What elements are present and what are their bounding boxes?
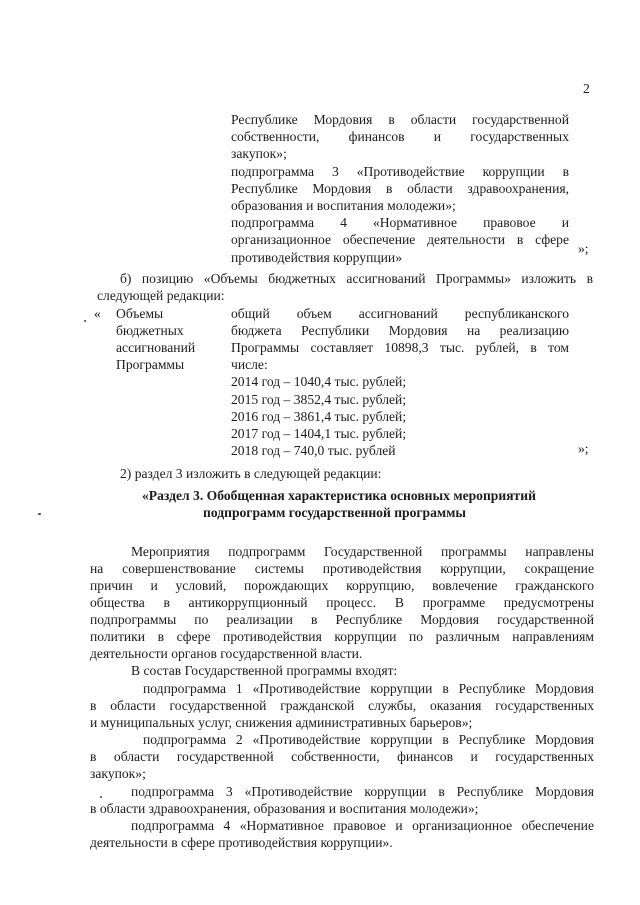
item-2: 2) раздел 3 изложить в следующей редакции: xyxy=(120,466,382,481)
budget-text-line: общий объем ассигнований республиканского xyxy=(231,306,569,321)
subprogram-1-line: в области государственной гражданской службы, оказания государственных xyxy=(90,698,594,713)
top-cell-line: организационное обеспечение деятельности в сфере xyxy=(231,232,569,247)
budget-closing-quote: »; xyxy=(578,441,589,456)
paragraph-2: В состав Государственной программы входят: xyxy=(131,663,398,678)
budget-year-line: 2016 год – 3861,4 тыс. рублей; xyxy=(231,409,407,424)
scan-speck xyxy=(38,513,41,515)
paragraph-line: подпрограммы по реализации в Республике Мордовия государственной xyxy=(90,612,594,627)
budget-year-line: 2018 год – 740,0 тыс. рублей xyxy=(231,443,396,458)
paragraph-line: деятельности органов государственной власти. xyxy=(90,646,363,661)
subprogram-3-line: подпрограмма 3 «Противодействие коррупции в Республике Мордовия xyxy=(131,784,594,799)
subprogram-2-line: подпрограмма 2 «Противодействие коррупции в Республике Мордовия xyxy=(143,732,594,747)
budget-text-line: бюджета Республики Мордовия на реализацию xyxy=(231,323,569,338)
top-cell-line: собственности, финансов и государственных xyxy=(231,129,569,144)
budget-year-line: 2014 год – 1040,4 тыс. рублей; xyxy=(231,374,407,389)
budget-year-line: 2017 год – 1404,1 тыс. рублей; xyxy=(231,426,407,441)
subprogram-1-line: подпрограмма 1 «Противодействие коррупции в Республике Мордовия xyxy=(143,681,594,696)
top-cell-line: образования и воспитания молодежи»; xyxy=(231,198,456,213)
top-cell-line: Республике Мордовия в области государственной xyxy=(231,112,569,127)
top-cell-line: подпрограмма 4 «Нормативное правовое и xyxy=(231,215,569,230)
item-b-line: б) позицию «Объемы бюджетных ассигнований Программы» изложить в xyxy=(120,271,593,286)
section-title-line: подпрограмм государственной программы xyxy=(203,505,467,520)
budget-label-line: Программы xyxy=(116,357,185,372)
paragraph-line: политики в сфере противодействия коррупции по различным направлениям xyxy=(90,629,594,644)
paragraph-line: Мероприятия подпрограмм Государственной программы направлены xyxy=(131,544,594,559)
subprogram-3-line: в области здравоохранения, образования и воспитания молодежи»; xyxy=(90,801,479,816)
subprogram-2-line: закупок»; xyxy=(90,766,146,781)
subprogram-4-line: деятельности в сфере противодействия коррупции». xyxy=(90,835,393,850)
scan-speck xyxy=(100,796,102,798)
budget-label-line: ассигнований xyxy=(116,340,196,355)
paragraph-line: на совершенствование системы противодействия коррупции, сокращение xyxy=(90,561,594,576)
top-cell-line: подпрограмма 3 «Противодействие коррупции в xyxy=(231,164,569,179)
budget-text-line: Программы составляет 10898,3 тыс. рублей, в том xyxy=(231,340,569,355)
budget-label-line: бюджетных xyxy=(116,323,184,338)
budget-open-quote: « xyxy=(94,306,101,321)
scan-speck xyxy=(84,320,86,322)
budget-year-line: 2015 год – 3852,4 тыс. рублей; xyxy=(231,392,407,407)
page-number: 2 xyxy=(583,81,590,96)
paragraph-line: общества в антикоррупционный процесс. В программе предусмотрены xyxy=(90,595,594,610)
subprogram-1-line: и муниципальных услуг, снижения административных барьеров»; xyxy=(90,715,473,730)
item-b-line: следующей редакции: xyxy=(97,288,225,303)
top-cell-line: противодействия коррупции» xyxy=(231,250,402,265)
top-cell-line: закупок»; xyxy=(231,146,287,161)
top-cell-line: Республике Мордовия в области здравоохранения, xyxy=(231,181,569,196)
top-cell-closing-quote: »; xyxy=(578,241,589,256)
paragraph-line: причин и условий, порождающих коррупцию, вовлечение гражданского xyxy=(90,578,594,593)
subprogram-4-line: подпрограмма 4 «Нормативное правовое и организационное обеспечение xyxy=(131,818,594,833)
section-title-line: «Раздел 3. Обобщенная характеристика основных мероприятий xyxy=(142,488,536,503)
budget-text-line: числе: xyxy=(231,357,268,372)
budget-label-line: Объемы xyxy=(116,306,164,321)
subprogram-2-line: в области государственной собственности, финансов и государственных xyxy=(90,749,594,764)
